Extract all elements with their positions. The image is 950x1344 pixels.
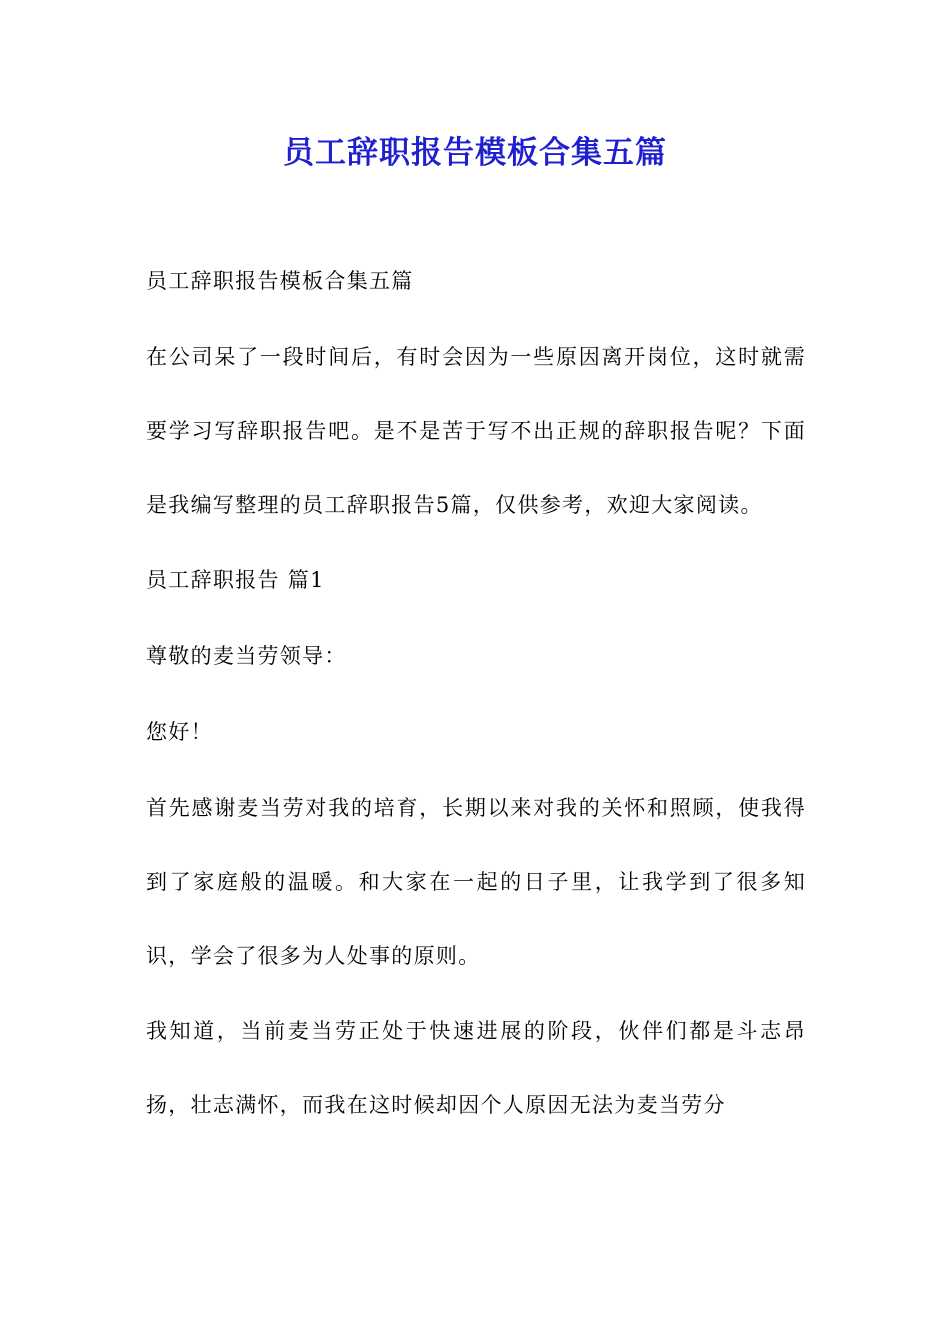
document-title: 员工辞职报告模板合集五篇 — [283, 135, 667, 171]
paragraph-intro: 在公司呆了一段时间后，有时会因为一些原因离开岗位，这时就需要学习写辞职报告吧。是不是苦于写不出正规的辞职报告呢？下面是我编写整理的员工辞职报告5篇，仅供参考，欢迎大家阅读。 — [146, 345, 806, 517]
document-body — [146, 263, 806, 1162]
salutation: 尊敬的麦当劳领导： — [146, 644, 347, 668]
section-heading: 员工辞职报告 篇1 — [146, 568, 325, 592]
paragraph-reason: 我知道，当前麦当劳正处于快速进展的阶段，伙伴们都是斗志昂扬，壮志满怀，而我在这时候却因个人原因无法为麦当劳分 — [146, 1019, 806, 1117]
paragraph-thanks: 首先感谢麦当劳对我的培育，长期以来对我的关怀和照顾，使我得到了家庭般的温暖。和大家在一起的日子里，让我学到了很多知识，学会了很多为人处事的原则。 — [146, 796, 806, 968]
greeting: 您好！ — [146, 720, 213, 744]
paragraph-heading: 员工辞职报告模板合集五篇 — [146, 269, 414, 293]
